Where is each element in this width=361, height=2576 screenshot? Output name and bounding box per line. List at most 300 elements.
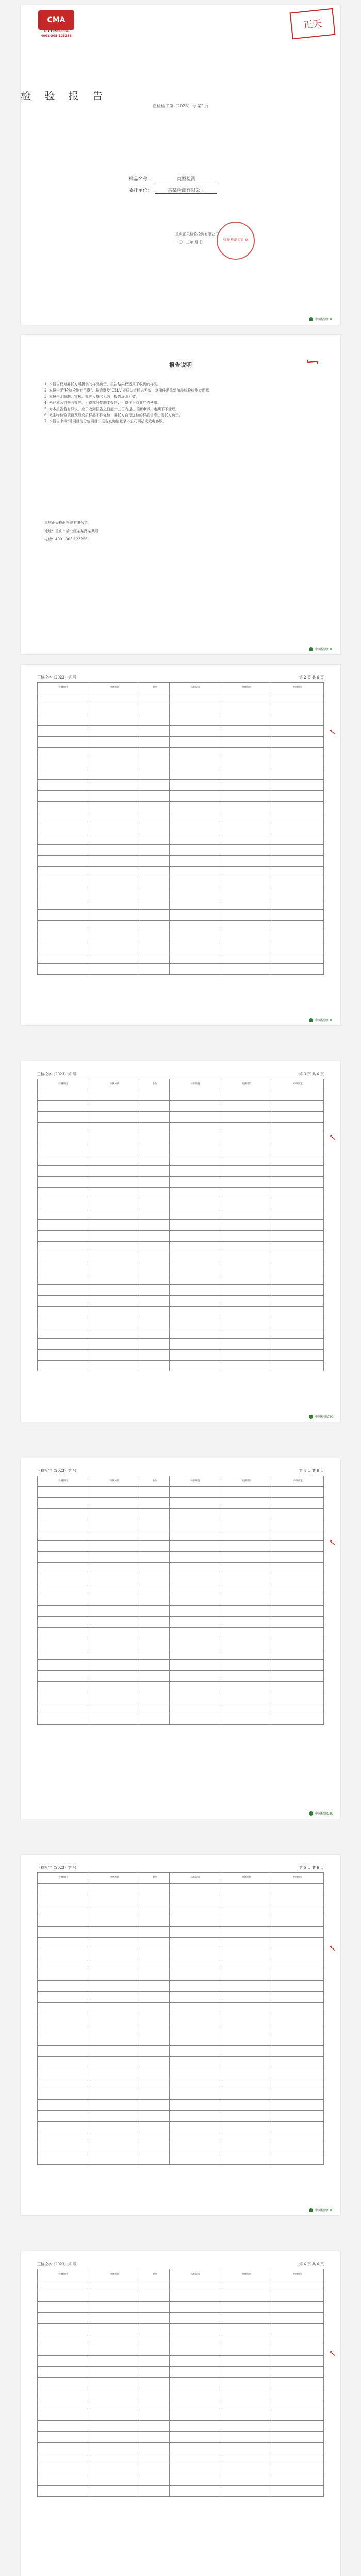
table-cell xyxy=(89,737,140,748)
table-cell xyxy=(140,1166,170,1177)
table-cell xyxy=(221,899,272,910)
table-cell xyxy=(89,1155,140,1166)
table-cell xyxy=(38,2067,89,2078)
table-cell xyxy=(89,1595,140,1606)
table-cell xyxy=(89,1981,140,1992)
table-cell xyxy=(221,1638,272,1649)
table-cell xyxy=(170,1509,221,1519)
table-cell xyxy=(38,2280,89,2291)
table-cell xyxy=(272,1123,324,1133)
table-cell xyxy=(140,1101,170,1112)
table-cell xyxy=(272,942,324,953)
table-cell xyxy=(89,1692,140,1703)
table-row xyxy=(38,1198,324,1209)
table-cell xyxy=(221,1584,272,1595)
table-row xyxy=(38,2132,324,2143)
table-cell xyxy=(140,1541,170,1552)
table-cell xyxy=(140,1927,170,1938)
table-cell xyxy=(221,1209,272,1220)
table-cell xyxy=(140,2432,170,2443)
table-cell xyxy=(170,2089,221,2100)
table-cell xyxy=(272,1133,324,1144)
table-cell xyxy=(170,1263,221,1274)
table-cell xyxy=(89,1916,140,1927)
table-cell xyxy=(38,845,89,856)
table-cell xyxy=(140,704,170,715)
table-cell xyxy=(170,921,221,931)
table-cell xyxy=(170,1563,221,1573)
brand-footer: 中国检测CTC xyxy=(309,647,333,652)
table-cell xyxy=(170,2334,221,2345)
table-cell xyxy=(38,2089,89,2100)
table-cell xyxy=(38,1938,89,1948)
table-cell xyxy=(272,791,324,802)
results-table xyxy=(37,1476,324,1725)
table-row xyxy=(38,2035,324,2046)
table-cell xyxy=(221,2443,272,2453)
table-cell xyxy=(140,867,170,877)
table-cell xyxy=(38,1660,89,1671)
table-row xyxy=(38,834,324,845)
table-cell xyxy=(170,867,221,877)
table-cell xyxy=(170,758,221,769)
table-row xyxy=(38,1649,324,1660)
table-cell xyxy=(140,1938,170,1948)
table-cell xyxy=(170,888,221,899)
table-row xyxy=(38,1530,324,1541)
table-row xyxy=(38,769,324,780)
table-cell xyxy=(170,715,221,726)
table-cell xyxy=(89,1563,140,1573)
table-cell xyxy=(170,1198,221,1209)
table-cell xyxy=(140,2378,170,2388)
table-cell xyxy=(170,2464,221,2475)
report-no: 正检检字（2023）第 号 xyxy=(37,675,77,680)
table-cell xyxy=(221,2421,272,2432)
table-cell xyxy=(38,1252,89,1263)
table-cell xyxy=(140,2410,170,2421)
table-cell xyxy=(38,1894,89,1905)
table-cell xyxy=(221,2111,272,2122)
table-cell xyxy=(272,1992,324,2003)
table-cell xyxy=(38,2378,89,2388)
table-cell xyxy=(272,1671,324,1682)
table-cell xyxy=(170,953,221,964)
notice-item: 5. 对本报告若有异议，应于收到报告之日起十五日内提出书面申诉，逾期不予受理。 xyxy=(44,407,179,411)
column-header: 单位 xyxy=(140,1873,170,1884)
table-cell xyxy=(272,1692,324,1703)
table-cell xyxy=(221,2035,272,2046)
table-row xyxy=(38,899,324,910)
table-cell xyxy=(170,1638,221,1649)
table-cell xyxy=(89,921,140,931)
table-cell xyxy=(221,1628,272,1638)
table-cell xyxy=(170,1519,221,1530)
table-cell xyxy=(140,2313,170,2324)
notice-heading: 报告说明 xyxy=(169,362,192,368)
table-cell xyxy=(38,1188,89,1198)
table-cell xyxy=(140,2046,170,2057)
table-cell xyxy=(89,1541,140,1552)
table-cell xyxy=(38,2057,89,2067)
table-row xyxy=(38,1350,324,1361)
table-cell xyxy=(221,726,272,737)
table-cell xyxy=(170,1112,221,1123)
table-cell xyxy=(272,1155,324,1166)
table-row xyxy=(38,1981,324,1992)
table-cell xyxy=(170,2003,221,2013)
table-cell xyxy=(140,2067,170,2078)
table-cell xyxy=(221,1916,272,1927)
table-cell xyxy=(38,2302,89,2313)
table-cell xyxy=(170,2013,221,2024)
table-cell xyxy=(89,1177,140,1188)
page-count: 第 3 页 共 6 页 xyxy=(299,1072,324,1076)
table-cell xyxy=(170,1671,221,1682)
table-cell xyxy=(170,2057,221,2067)
table-cell xyxy=(38,737,89,748)
table-cell xyxy=(170,2100,221,2111)
table-row xyxy=(38,1101,324,1112)
table-cell xyxy=(140,2003,170,2013)
table-cell xyxy=(170,2024,221,2035)
notice-item: 6. 微生物检验项目及易变质样品不作复检；委托方自行送检的样品信息由委托方负责。 xyxy=(44,413,183,417)
table-cell xyxy=(89,2443,140,2453)
table-cell xyxy=(89,1350,140,1361)
table-cell xyxy=(221,1133,272,1144)
table-cell xyxy=(272,1274,324,1285)
table-cell xyxy=(221,845,272,856)
table-row xyxy=(38,1328,324,1339)
table-cell xyxy=(38,2464,89,2475)
table-row xyxy=(38,737,324,748)
table-row xyxy=(38,1090,324,1101)
table-cell xyxy=(221,1606,272,1617)
table-cell xyxy=(272,877,324,888)
table-cell xyxy=(221,1948,272,1959)
table-cell xyxy=(170,1894,221,1905)
table-cell xyxy=(89,1252,140,1263)
table-row xyxy=(38,1692,324,1703)
table-cell xyxy=(38,1155,89,1166)
table-cell xyxy=(221,2464,272,2475)
table-cell xyxy=(140,1231,170,1242)
notice-company: 重庆正天检验检测有限公司 xyxy=(44,521,88,525)
table-cell xyxy=(221,2345,272,2356)
table-cell xyxy=(170,2356,221,2367)
table-cell xyxy=(38,1509,89,1519)
table-cell xyxy=(38,1916,89,1927)
table-cell xyxy=(38,1628,89,1638)
table-row xyxy=(38,1133,324,1144)
table-cell xyxy=(89,1530,140,1541)
table-cell xyxy=(272,953,324,964)
table-cell xyxy=(221,780,272,791)
table-row xyxy=(38,1992,324,2003)
table-row xyxy=(38,1938,324,1948)
table-row xyxy=(38,2345,324,2356)
table-cell xyxy=(140,1682,170,1692)
table-cell xyxy=(89,780,140,791)
result-page xyxy=(21,1458,340,1819)
table-cell xyxy=(140,1285,170,1296)
table-cell xyxy=(38,2399,89,2410)
page-header xyxy=(37,1865,324,1870)
table-cell xyxy=(89,1927,140,1938)
table-cell xyxy=(221,1101,272,1112)
table-row xyxy=(38,1617,324,1628)
table-cell xyxy=(38,1231,89,1242)
table-cell xyxy=(221,2024,272,2035)
table-cell xyxy=(140,748,170,758)
table-row xyxy=(38,2356,324,2367)
table-row xyxy=(38,2464,324,2475)
table-row xyxy=(38,823,324,834)
table-cell xyxy=(140,2399,170,2410)
cert-number: 161312050356 xyxy=(43,30,70,33)
table-cell xyxy=(170,964,221,975)
table-cell xyxy=(89,2143,140,2154)
table-row xyxy=(38,1296,324,1307)
table-cell xyxy=(38,1361,89,1371)
table-cell xyxy=(89,2302,140,2313)
column-header: 单位 xyxy=(140,2269,170,2280)
table-cell xyxy=(38,802,89,812)
table-cell xyxy=(89,1649,140,1660)
table-cell xyxy=(170,2132,221,2143)
table-cell xyxy=(221,2432,272,2443)
table-cell xyxy=(272,2345,324,2356)
table-cell xyxy=(140,2421,170,2432)
table-cell xyxy=(170,1144,221,1155)
table-cell xyxy=(89,1970,140,1981)
table-cell xyxy=(170,2291,221,2302)
table-cell xyxy=(140,1563,170,1573)
table-cell xyxy=(38,1606,89,1617)
table-cell xyxy=(38,2345,89,2356)
table-cell xyxy=(140,2475,170,2486)
table-cell xyxy=(170,1307,221,1317)
table-cell xyxy=(221,1530,272,1541)
table-cell xyxy=(89,910,140,921)
table-cell xyxy=(221,715,272,726)
table-cell xyxy=(140,1894,170,1905)
table-cell xyxy=(140,1144,170,1155)
table-cell xyxy=(140,2024,170,2035)
table-cell xyxy=(38,2078,89,2089)
table-cell xyxy=(272,823,324,834)
table-cell xyxy=(140,780,170,791)
table-cell xyxy=(221,1563,272,1573)
table-cell xyxy=(140,931,170,942)
table-cell xyxy=(272,1339,324,1350)
table-cell xyxy=(170,693,221,704)
table-cell xyxy=(272,2475,324,2486)
table-cell xyxy=(272,2089,324,2100)
table-cell xyxy=(38,1959,89,1970)
table-row xyxy=(38,1498,324,1509)
table-cell xyxy=(272,1090,324,1101)
table-cell xyxy=(221,2057,272,2067)
table-cell xyxy=(272,726,324,737)
table-cell xyxy=(170,1296,221,1307)
table-cell xyxy=(221,2367,272,2378)
table-cell xyxy=(140,1660,170,1671)
table-cell xyxy=(140,964,170,975)
table-cell xyxy=(89,2067,140,2078)
table-cell xyxy=(89,1166,140,1177)
table-row xyxy=(38,964,324,975)
column-header: 单项判定 xyxy=(272,2269,324,2280)
table-row xyxy=(38,856,324,867)
table-row xyxy=(38,845,324,856)
table-cell xyxy=(272,769,324,780)
table-cell xyxy=(89,769,140,780)
table-cell xyxy=(38,2035,89,2046)
table-cell xyxy=(140,2356,170,2367)
table-cell xyxy=(170,1133,221,1144)
table-cell xyxy=(38,2132,89,2143)
table-cell xyxy=(89,2356,140,2367)
table-cell xyxy=(89,2345,140,2356)
table-cell xyxy=(221,1155,272,1166)
table-cell xyxy=(272,1519,324,1530)
table-cell xyxy=(170,1188,221,1198)
column-header: 单项判定 xyxy=(272,1476,324,1487)
table-cell xyxy=(89,1573,140,1584)
table-cell xyxy=(140,2143,170,2154)
notice-item: 3. 本报告无编制、审核、批准人签名无效；报告涂改无效。 xyxy=(44,395,139,399)
table-cell xyxy=(140,910,170,921)
table-cell xyxy=(140,2089,170,2100)
table-cell xyxy=(170,2367,221,2378)
table-cell xyxy=(89,812,140,823)
table-cell xyxy=(140,2324,170,2334)
table-cell xyxy=(272,2003,324,2013)
table-cell xyxy=(221,1703,272,1714)
table-cell xyxy=(272,1584,324,1595)
table-cell xyxy=(272,2356,324,2367)
table-cell xyxy=(140,1519,170,1530)
table-row xyxy=(38,1509,324,1519)
table-cell xyxy=(140,1595,170,1606)
handwritten-mark: ✓ xyxy=(326,1944,338,1953)
cma-logo: CMA 161312050356 4001-305-123256 xyxy=(26,10,87,54)
table-cell xyxy=(221,1487,272,1498)
table-row xyxy=(38,2122,324,2132)
table-cell xyxy=(272,2035,324,2046)
column-header: 检测方法 xyxy=(89,1079,140,1090)
table-cell xyxy=(272,2013,324,2024)
table-row xyxy=(38,2432,324,2443)
table-cell xyxy=(221,1123,272,1133)
table-cell xyxy=(170,1595,221,1606)
table-cell xyxy=(89,1123,140,1133)
table-cell xyxy=(170,2067,221,2078)
table-cell xyxy=(89,715,140,726)
table-row xyxy=(38,1339,324,1350)
handwritten-mark: ✓ xyxy=(326,727,338,736)
table-cell xyxy=(170,1959,221,1970)
table-cell xyxy=(89,2035,140,2046)
table-row xyxy=(38,748,324,758)
table-cell xyxy=(221,1198,272,1209)
table-cell xyxy=(89,726,140,737)
table-cell xyxy=(38,2453,89,2464)
results-table xyxy=(37,1872,324,2165)
table-cell xyxy=(38,1563,89,1573)
table-cell xyxy=(89,1509,140,1519)
table-cell xyxy=(221,2089,272,2100)
table-cell xyxy=(38,704,89,715)
table-cell xyxy=(170,1090,221,1101)
column-header: 检测方法 xyxy=(89,1476,140,1487)
table-cell xyxy=(140,2035,170,2046)
table-cell xyxy=(272,1617,324,1628)
table-cell xyxy=(89,2291,140,2302)
table-cell xyxy=(170,1884,221,1894)
brand-footer: 中国检测CTC xyxy=(309,1414,333,1419)
table-cell xyxy=(140,2334,170,2345)
table-cell xyxy=(140,769,170,780)
table-cell xyxy=(140,693,170,704)
column-header: 检测结果 xyxy=(221,1079,272,1090)
table-cell xyxy=(170,1905,221,1916)
report-no: 正检检字（2023）第 号 xyxy=(37,1072,77,1076)
table-cell xyxy=(140,1296,170,1307)
table-cell xyxy=(38,1209,89,1220)
page-count: 第 4 页 共 6 页 xyxy=(299,1469,324,1473)
table-cell xyxy=(89,1144,140,1155)
notice-page xyxy=(21,335,340,654)
table-cell xyxy=(38,1981,89,1992)
table-cell xyxy=(38,1649,89,1660)
table-cell xyxy=(38,1682,89,1692)
brand-footer: 中国检测CTC xyxy=(309,1018,333,1023)
table-row xyxy=(38,1682,324,1692)
table-cell xyxy=(170,2313,221,2324)
table-cell xyxy=(221,953,272,964)
table-cell xyxy=(89,1198,140,1209)
table-cell xyxy=(38,1144,89,1155)
table-cell xyxy=(38,921,89,931)
brand-footer: 中国检测CTC xyxy=(309,1811,333,1816)
table-row xyxy=(38,1884,324,1894)
table-cell xyxy=(272,1296,324,1307)
table-cell xyxy=(170,2486,221,2497)
table-cell xyxy=(140,726,170,737)
handwritten-mark: ✓ xyxy=(326,1538,338,1547)
table-cell xyxy=(170,1155,221,1166)
table-cell xyxy=(221,931,272,942)
client-line: 委托单位： 某某检测有限公司 xyxy=(129,187,217,194)
table-cell xyxy=(89,1682,140,1692)
table-cell xyxy=(170,1714,221,1725)
table-cell xyxy=(170,2345,221,2356)
table-cell xyxy=(140,2111,170,2122)
table-cell xyxy=(221,2399,272,2410)
table-cell xyxy=(170,2111,221,2122)
table-cell xyxy=(140,1307,170,1317)
table-cell xyxy=(38,748,89,758)
column-header: 检测方法 xyxy=(89,1873,140,1884)
table-cell xyxy=(170,1166,221,1177)
table-cell xyxy=(89,964,140,975)
table-cell xyxy=(89,2003,140,2013)
table-cell xyxy=(38,1307,89,1317)
table-cell xyxy=(272,1682,324,1692)
table-cell xyxy=(272,845,324,856)
